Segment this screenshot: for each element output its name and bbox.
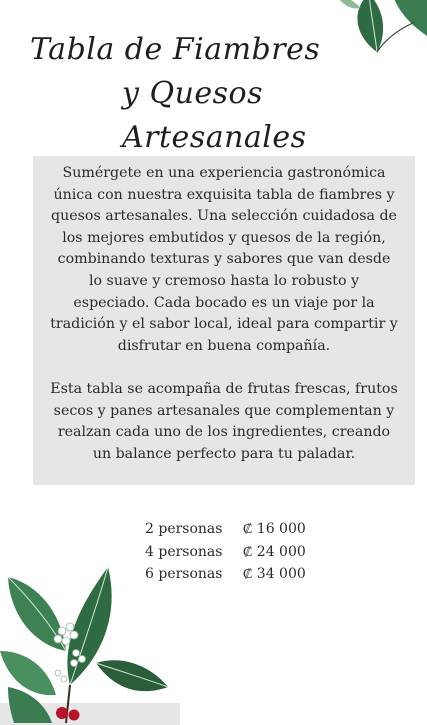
description-paragraph-2: Esta tabla se acompaña de frutas frescas, frutos secos y panes artesanales que complementan y realzan cada uno de los ingredientes, creando un balance perfecto para tu paladar. <box>50 380 398 462</box>
price-value: ₡ 24 000 <box>243 543 306 560</box>
people-count: 4 personas <box>145 543 223 560</box>
price-value: ₡ 34 000 <box>243 566 306 582</box>
price-row <box>145 518 306 541</box>
leaf-icon <box>96 660 168 691</box>
page-title <box>30 28 420 160</box>
title-line-2: y Quesos Artesanales <box>122 76 307 155</box>
price-value: ₡ 16 000 <box>243 521 306 537</box>
leaf-icon <box>337 0 361 9</box>
description-panel <box>33 156 415 485</box>
description-paragraph-1: Sumérgete en una experiencia gastronómica única con nuestra exquisita tabla de fiambres y quesos artesanales. Una selección cuidadosa de los mejores embutidos y quesos de la región, combinando texturas y sabores que van desde lo suave y cremoso hasta lo robusto y especiado. Cada bocado es un viaje por la tradición y el sabor local, ideal para compartir y disfrutar en buena compañía. <box>50 165 398 354</box>
title-line-1: Tabla de Fiambres <box>30 32 321 67</box>
people-count: 2 personas <box>145 521 223 537</box>
people-count: 6 personas <box>145 566 223 582</box>
leaves-illustration-bottom <box>0 555 170 725</box>
